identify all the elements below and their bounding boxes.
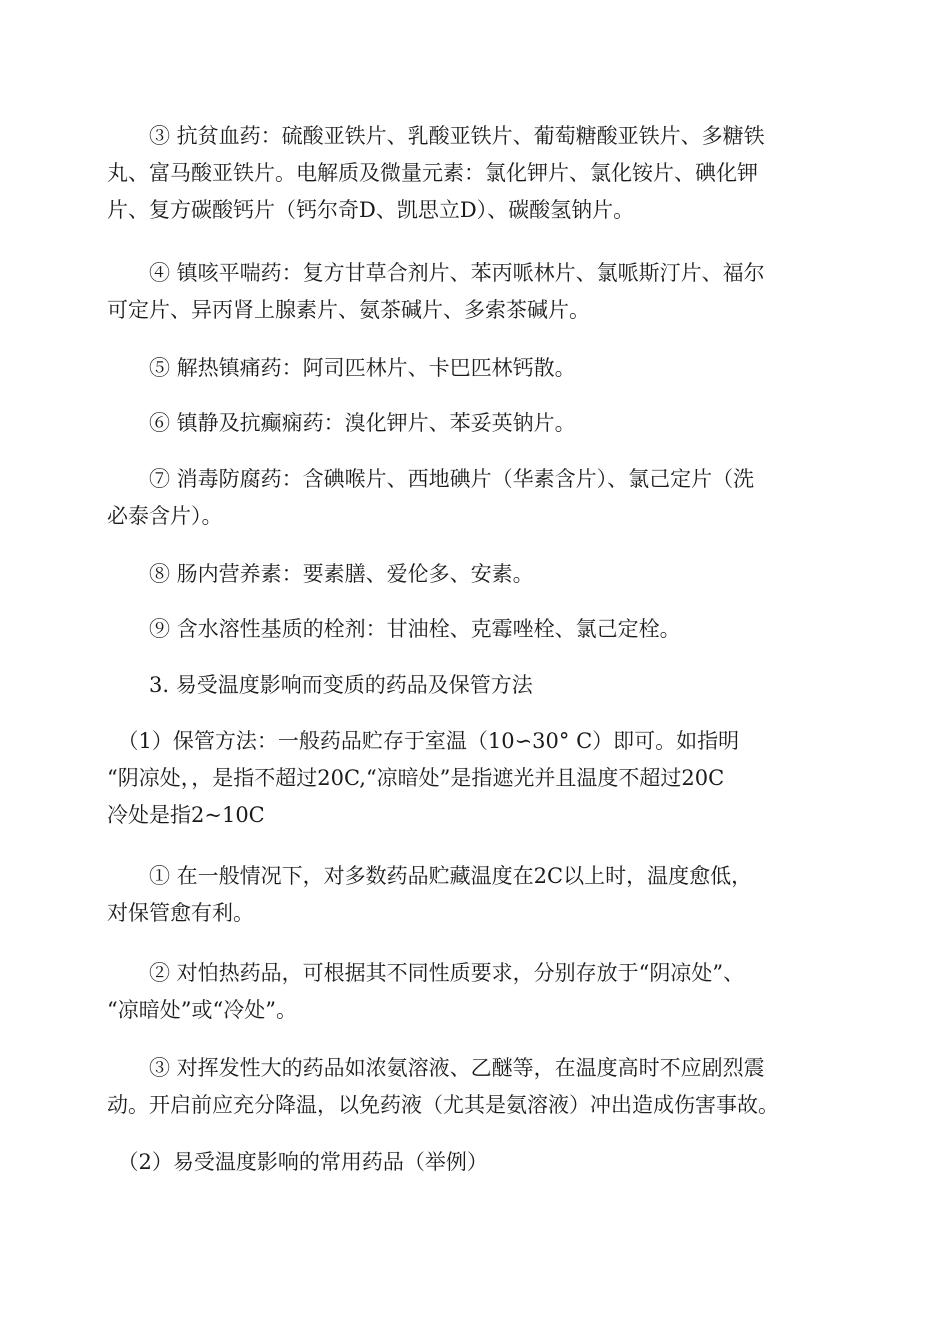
text-line: 冷处是指2~10C bbox=[107, 803, 265, 827]
text-line: （1）保管方法：一般药品贮存于室温（10∽30° C）即可。如指明 bbox=[107, 729, 740, 753]
paragraph-antitussive bbox=[107, 255, 852, 329]
text-line: （2）易受温度影响的常用药品（举例） bbox=[107, 1150, 488, 1174]
paragraph-enteral-nutrition bbox=[107, 556, 852, 593]
section-heading bbox=[107, 667, 852, 704]
text-line: “阴凉处，，是指不超过20C,“凉暗处”是指遮光并且温度不超过20C bbox=[107, 766, 725, 790]
text-line: ⑨ 含水溶性基质的栓剂：甘油栓、克霉唑栓、氯己定栓。 bbox=[107, 617, 681, 641]
paragraph-sedative bbox=[107, 405, 852, 442]
paragraph-analgesic bbox=[107, 350, 852, 387]
text-line: ⑦ 消毒防腐药：含碘喉片、西地碘片（华素含片）、氯己定片（洗 bbox=[107, 467, 755, 491]
text-line: ③ 抗贫血药：硫酸亚铁片、乳酸亚铁片、葡萄糖酸亚铁片、多糖铁 bbox=[107, 124, 765, 148]
paragraph-antianemic bbox=[107, 118, 852, 229]
text-line: 可定片、异丙肾上腺素片、氨茶碱片、多索茶碱片。 bbox=[107, 298, 590, 322]
paragraph-general-conditions bbox=[107, 858, 852, 932]
text-line: ① 在一般情况下，对多数药品贮藏温度在2C以上时，温度愈低， bbox=[107, 864, 753, 888]
text-line: ② 对怕热药品，可根据其不同性质要求，分别存放于“阴凉处”、 bbox=[107, 961, 745, 985]
paragraph-volatile bbox=[107, 1050, 852, 1124]
text-line: ⑧ 肠内营养素：要素膳、爱伦多、安素。 bbox=[107, 562, 534, 586]
text-line: 必泰含片）。 bbox=[107, 504, 223, 528]
text-line: ⑥ 镇静及抗癫痫药：溴化钾片、苯妥英钠片。 bbox=[107, 411, 576, 435]
paragraph-suppository bbox=[107, 611, 852, 648]
text-line: 3. 易受温度影响而变质的药品及保管方法 bbox=[107, 673, 533, 697]
text-line: 丸、富马酸亚铁片。电解质及微量元素：氯化钾片、氯化铵片、碘化钾 bbox=[107, 161, 758, 185]
paragraph-storage-method bbox=[107, 723, 852, 834]
text-line: 片、复方碳酸钙片（钙尔奇D、凯思立D）、碳酸氢钠片。 bbox=[107, 198, 635, 222]
text-line: ⑤ 解热镇痛药：阿司匹林片、卡巴匹林钙散。 bbox=[107, 356, 576, 380]
paragraph-disinfectant bbox=[107, 461, 852, 535]
text-line: ④ 镇咳平喘药：复方甘草合剂片、苯丙哌林片、氯哌斯汀片、福尔 bbox=[107, 261, 765, 285]
text-line: ③ 对挥发性大的药品如浓氨溶液、乙醚等，在温度高时不应剧烈震 bbox=[107, 1056, 765, 1080]
subsection-heading bbox=[107, 1144, 852, 1181]
text-line: “凉暗处”或“冷处”。 bbox=[107, 998, 297, 1022]
text-line: 对保管愈有利。 bbox=[107, 901, 254, 925]
text-line: 动。开启前应充分降温，以免药液（尤其是氨溶液）冲出造成伤害事故。 bbox=[107, 1093, 779, 1117]
paragraph-heat-sensitive bbox=[107, 955, 852, 1029]
